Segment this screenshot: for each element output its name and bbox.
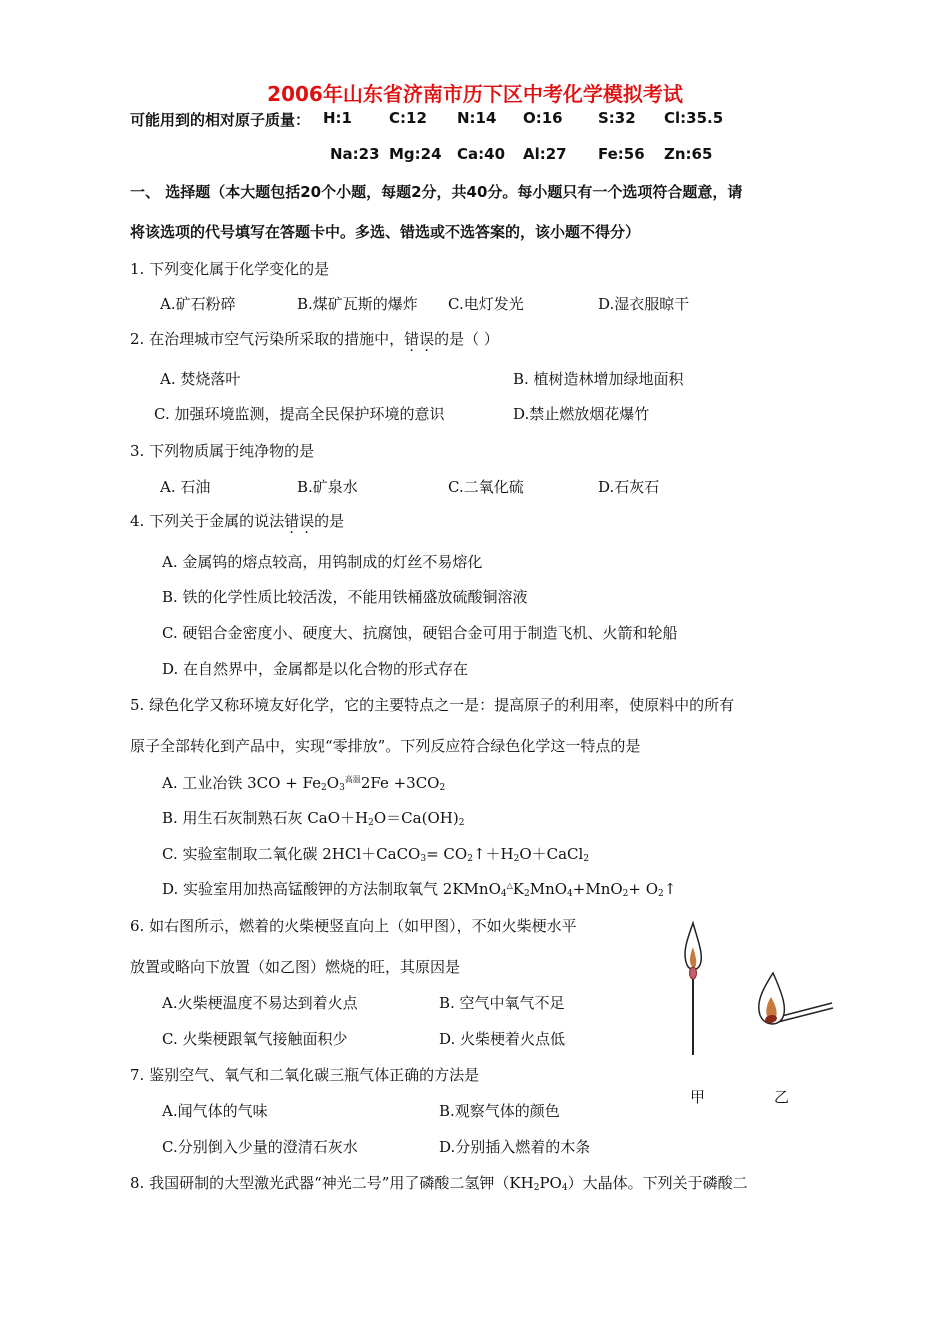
q6-option-a: A.火柴梗温度不易达到着火点: [162, 994, 358, 1012]
q5-condition-heat: △: [506, 881, 513, 890]
q6-option-c: C. 火柴梗跟氧气接触面积少: [162, 1030, 348, 1048]
q3-option-a: A. 石油: [160, 478, 211, 496]
mass-c: C:12: [389, 109, 427, 127]
q7-stem: 7. 鉴别空气、氧气和二氧化碳三瓶气体正确的方法是: [130, 1066, 480, 1084]
q6-stem-line1: 6. 如右图所示，燃着的火柴梗竖直向上（如甲图），不如火柴梗水平: [130, 917, 577, 935]
mass-mg: Mg:24: [389, 145, 442, 163]
mass-al: Al:27: [523, 145, 567, 163]
q6-stem-line2: 放置或略向下放置（如乙图）燃烧的旺，其原因是: [130, 958, 461, 976]
q4-option-c: C. 硬铝合金密度小、硬度大、抗腐蚀，硬铝合金可用于制造飞机、火箭和轮船: [162, 624, 678, 642]
q3-option-b: B.矿泉水: [297, 478, 358, 496]
q2-option-c: C. 加强环境监测，提高全民保护环境的意识: [154, 405, 445, 423]
mass-o: O:16: [523, 109, 563, 127]
q4-emphasis-1: 错: [284, 512, 300, 530]
q7-option-c: C.分别倒入少量的澄清石灰水: [162, 1138, 358, 1156]
q4-option-b: B. 铁的化学性质比较活泼，不能用铁桶盛放硫酸铜溶液: [162, 588, 528, 606]
match-jia-figure: [685, 923, 701, 1055]
q8-stem: 8. 我国研制的大型激光武器“神光二号”用了磷酸二氢钾$(KH_2PO_4)$大晶体。下列关于磷酸二: [130, 1174, 748, 1193]
q5-option-b-text: B. 用生石灰制熟石灰 CaO＋H: [162, 809, 369, 827]
mass-h: H:1: [323, 109, 352, 127]
q5-option-d-text: D. 实验室用加热高锰酸钾的方法制取氧气 2KMnO: [162, 880, 501, 898]
q2-option-b: B. 植树造林增加绿地面积: [513, 370, 684, 388]
q3-option-d: D.石灰石: [598, 478, 660, 496]
q5-option-c: C. 实验室制取二氧化碳 2HCl＋CaCO$_3$= $CO_2↑+H_2O+CaCl_2$: [162, 845, 590, 864]
q2-stem-pre: 2. 在治理城市空气污染所采取的措施中，: [130, 330, 405, 348]
q8-stem-pre: 8. 我国研制的大型激光武器“神光二号”用了磷酸二氢钾（KH: [130, 1174, 534, 1192]
q5-option-c-text: C. 实验室制取二氧化碳 2HCl＋CaCO: [162, 845, 421, 863]
mass-cl: Cl:35.5: [664, 109, 724, 127]
q5-stem-line2: 原子全部转化到产品中，实现“零排放”。下列反应符合绿色化学这一特点的是: [130, 737, 641, 755]
q2-emphasis-2: 误: [419, 330, 435, 348]
figure-label-yi: 乙: [774, 1088, 790, 1106]
mass-ca: Ca:40: [457, 145, 506, 163]
q1-option-d: D.湿衣服晾干: [598, 295, 690, 313]
q4-option-a: A. 金属钨的熔点较高，用钨制成的灯丝不易熔化: [162, 553, 483, 571]
q4-stem-post: 的是: [314, 512, 345, 530]
q5-condition-high-temp: 高温: [344, 775, 361, 784]
section-heading-line2: 将该选项的代号填写在答题卡中。多选、错选或不选答案的，该小题不得分）: [130, 223, 641, 241]
mass-zn: Zn:65: [664, 145, 713, 163]
q2-stem-post: 的是（ ）: [434, 330, 499, 348]
q1-option-b: B.煤矿瓦斯的爆炸: [297, 295, 418, 313]
q5-option-d: D. 实验室用加热高锰酸钾的方法制取氧气 $2KMnO_4^\triangle K_2MnO_4+MnO_2+$ $O_2↑$: [162, 880, 677, 899]
q4-stem: [130, 510, 344, 531]
mass-fe: Fe:56: [598, 145, 645, 163]
q1-stem: 1. 下列变化属于化学变化的是: [130, 260, 330, 278]
page-title: 2006年山东省济南市历下区中考化学模拟考试: [267, 82, 683, 106]
q2-option-a: A. 焚烧落叶: [160, 370, 241, 388]
q6-option-d: D. 火柴梗着火点低: [439, 1030, 566, 1048]
q6-option-b: B. 空气中氧气不足: [439, 994, 565, 1012]
mass-n: N:14: [457, 109, 497, 127]
q5-option-a-text: A. 工业冶铁 3CO + Fe: [162, 774, 322, 792]
q5-option-b: B. 用生石灰制熟石灰 $CaO+H_2O=Ca(OH)_2$: [162, 809, 465, 828]
q7-option-b: B.观察气体的颜色: [439, 1102, 560, 1120]
q8-stem-post: ）大晶体。下列关于磷酸二: [567, 1174, 748, 1192]
q7-option-a: A.闻气体的气味: [162, 1102, 268, 1120]
match-figure: [670, 915, 840, 1065]
q2-stem: [130, 328, 499, 349]
figure-label-jia: 甲: [690, 1088, 706, 1106]
q4-option-d: D. 在自然界中，金属都是以化合物的形式存在: [162, 660, 469, 678]
q3-option-c: C.二氧化硫: [448, 478, 524, 496]
q1-option-a: A.矿石粉碎: [160, 295, 236, 313]
q3-stem: 3. 下列物质属于纯净物的是: [130, 442, 315, 460]
q5-stem-line1: 5. 绿色化学又称环境友好化学，它的主要特点之一是：提高原子的利用率，使原料中的所有: [130, 696, 735, 714]
q7-option-d: D.分别插入燃着的木条: [439, 1138, 591, 1156]
q2-emphasis-1: 错: [404, 330, 420, 348]
section-heading-line1: 一、 选择题（本大题包括20个小题，每题2分，共40分。每小题只有一个选项符合题意，请: [130, 183, 743, 201]
mass-na: Na:23: [330, 145, 380, 163]
q5-equals: =: [426, 845, 439, 863]
q2-option-d: D.禁止燃放烟花爆竹: [513, 405, 650, 423]
q4-emphasis-2: 误: [299, 512, 315, 530]
q4-stem-pre: 4. 下列关于金属的说法: [130, 512, 285, 530]
match-yi-figure: [759, 973, 833, 1024]
atomic-mass-label: 可能用到的相对原子质量：: [130, 111, 311, 129]
q1-option-c: C.电灯发光: [448, 295, 524, 313]
q5-option-a: A. 工业冶铁 $3CO + Fe_2O_3^{高温}2Fe +3CO_2$: [162, 774, 446, 793]
mass-s: S:32: [598, 109, 636, 127]
